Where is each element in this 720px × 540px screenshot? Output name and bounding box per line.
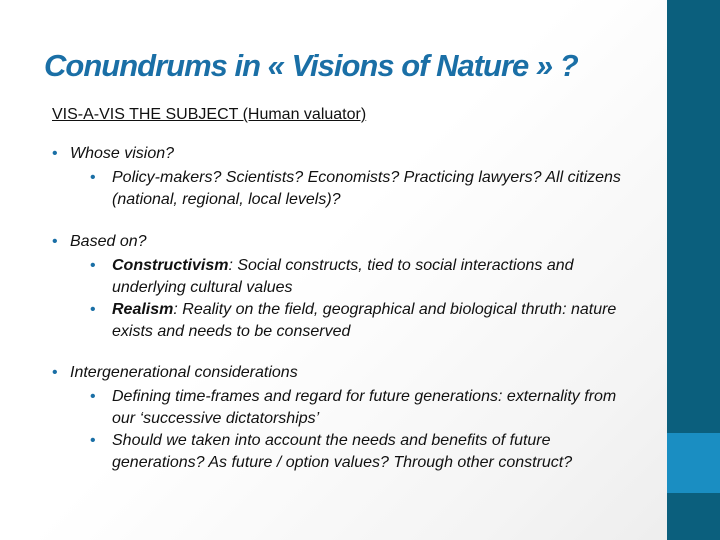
sub-bullet-dot: • (90, 301, 96, 318)
sub-bullet-text: Defining time-frames and regard for future generations: externality from our ‘successive dictatorships’ (112, 388, 617, 427)
bullet-label: Whose vision? (70, 145, 175, 162)
sub-bullet-dot: • (90, 388, 96, 405)
sub-bullet (88, 167, 642, 211)
bullet-dot: • (52, 233, 58, 250)
bullet-label: Intergenerational considerations (70, 364, 298, 381)
bullet-based-on (52, 231, 652, 343)
sub-bullet-future-needs (88, 430, 642, 474)
sub-bullet-realism (88, 299, 642, 343)
bullet-dot: • (52, 145, 58, 162)
sub-bullet-term: Constructivism (112, 257, 229, 274)
bullet-intergenerational (52, 362, 652, 474)
bullet-label: Based on? (70, 233, 147, 250)
side-decoration-bar (667, 0, 720, 540)
sub-bullet-list (70, 167, 652, 211)
sub-bullet-text: Policy-makers? Scientists? Economists? Practicing lawyers? All citizens (national, regional, local levels)? (112, 169, 621, 208)
slide-subtitle: VIS-A-VIS THE SUBJECT (Human valuator) (52, 106, 367, 123)
bullet-whose-vision (52, 143, 652, 211)
bullet-dot: • (52, 364, 58, 381)
sub-bullet-text: Should we taken into account the needs and benefits of future generations? As future / option values? Through other construct? (112, 432, 573, 471)
sub-bullet-text: : Social constructs, tied to social interactions and underlying cultural values (112, 257, 574, 296)
sub-bullet-time-frames (88, 386, 642, 430)
sub-bullet-constructivism (88, 255, 642, 299)
sub-bullet-list (70, 255, 652, 343)
slide-title: Conundrums in « Visions of Nature » ? (44, 48, 578, 83)
side-accent-block (667, 433, 720, 493)
sub-bullet-dot: • (90, 169, 96, 186)
sub-bullet-term: Realism (112, 301, 174, 318)
sub-bullet-text: : Reality on the field, geographical and biological thruth: nature exists and needs to be conserved (112, 301, 617, 340)
slide-content (52, 104, 652, 474)
sub-bullet-dot: • (90, 257, 96, 274)
sub-bullet-dot: • (90, 432, 96, 449)
sub-bullet-list (70, 386, 652, 474)
